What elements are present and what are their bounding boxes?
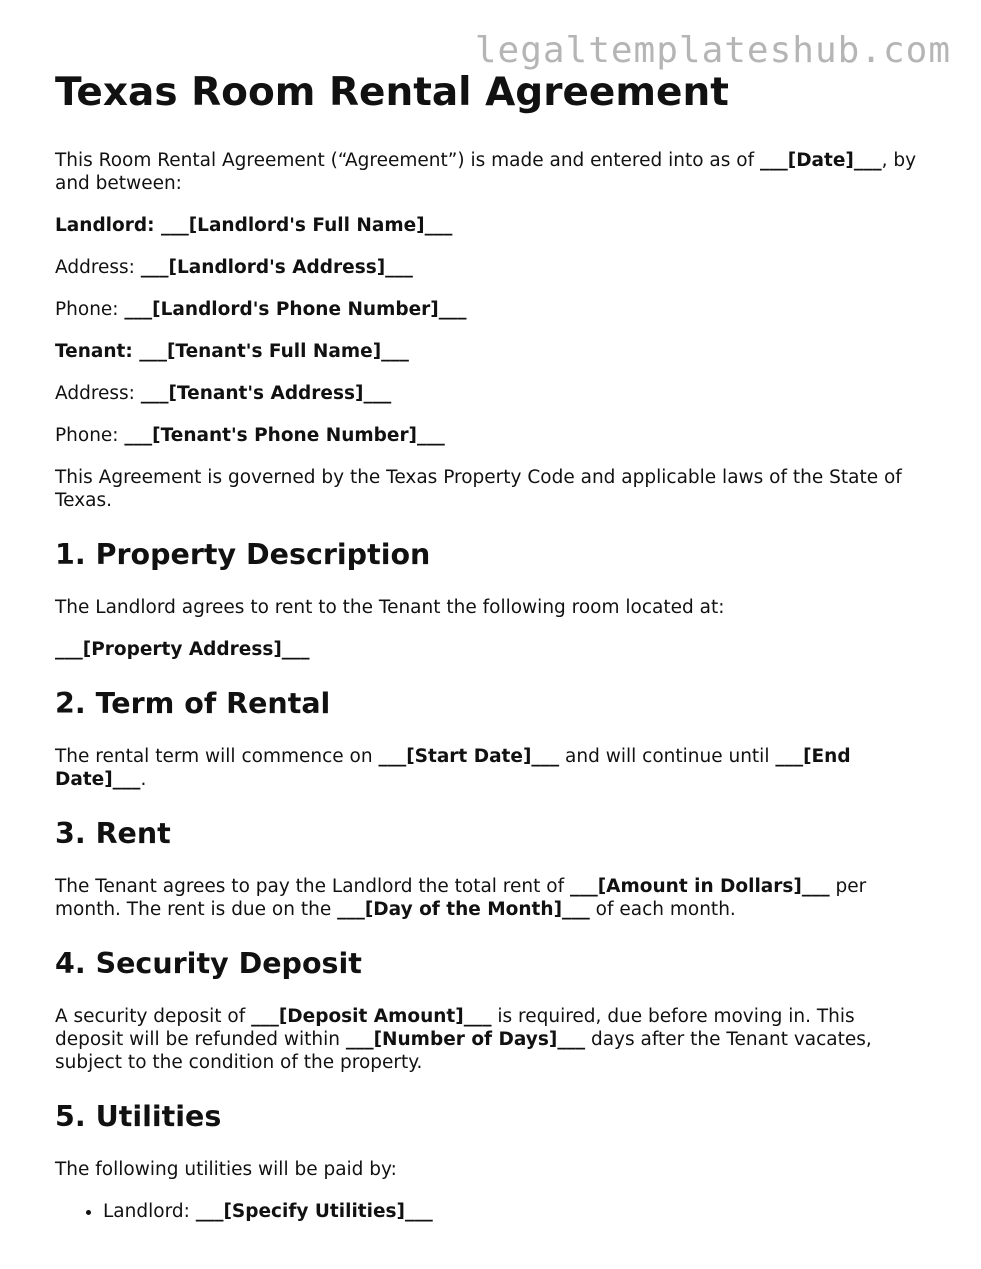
utilities-landlord-label: Landlord: — [103, 1201, 196, 1222]
date-placeholder: ___[Date]___ — [760, 150, 882, 171]
landlord-label: Landlord: — [55, 215, 161, 236]
landlord-name-placeholder: ___[Landlord's Full Name]___ — [160, 215, 453, 236]
section-heading-term: 2. Term of Rental — [55, 687, 331, 720]
rent-paragraph — [55, 875, 925, 921]
tenant-phone-label: Phone: — [55, 425, 125, 446]
landlord-address-line — [55, 256, 925, 279]
tenant-address-label: Address: — [55, 383, 141, 404]
landlord-address-label: Address: — [55, 257, 141, 278]
section-heading-property: 1. Property Description — [55, 538, 431, 571]
rent-text-1: The Tenant agrees to pay the Landlord the total rent of — [55, 876, 570, 897]
landlord-phone-line — [55, 298, 925, 321]
landlord-name-line — [55, 214, 925, 237]
tenant-name-placeholder: ___[Tenant's Full Name]___ — [139, 341, 409, 362]
intro-paragraph — [55, 149, 925, 195]
landlord-address-placeholder: ___[Landlord's Address]___ — [140, 257, 413, 278]
watermark: legaltemplateshub.com — [474, 30, 951, 71]
rent-amount-placeholder: ___[Amount in Dollars]___ — [569, 876, 830, 897]
term-paragraph — [55, 745, 925, 791]
deposit-amount-placeholder: ___[Deposit Amount]___ — [251, 1006, 492, 1027]
section-heading-rent: 3. Rent — [55, 817, 171, 850]
utilities-landlord-placeholder: ___[Specify Utilities]___ — [195, 1201, 433, 1222]
tenant-label: Tenant: — [55, 341, 140, 362]
end-date-placeholder: ___[End Date]___ — [55, 746, 851, 790]
tenant-phone-placeholder: ___[Tenant's Phone Number]___ — [124, 425, 445, 446]
property-address-line — [55, 638, 925, 661]
term-text-3: . — [140, 769, 147, 790]
utilities-list — [55, 1200, 925, 1223]
intro-text-before: This Room Rental Agreement (“Agreement”) is made and entered into as of — [55, 150, 760, 171]
utilities-paragraph: The following utilities will be paid by: — [55, 1159, 397, 1180]
rent-day-placeholder: ___[Day of the Month]___ — [337, 899, 590, 920]
tenant-address-line — [55, 382, 925, 405]
deposit-text-3: days after the Tenant vacates, subject to the condition of the property. — [55, 1029, 872, 1073]
property-paragraph: The Landlord agrees to rent to the Tenant the following room located at: — [55, 597, 725, 618]
deposit-text-1: A security deposit of — [55, 1006, 252, 1027]
tenant-address-placeholder: ___[Tenant's Address]___ — [140, 383, 392, 404]
landlord-phone-label: Phone: — [55, 299, 125, 320]
section-heading-utilities: 5. Utilities — [55, 1100, 222, 1133]
deposit-paragraph — [55, 1005, 925, 1074]
intro-text-after: , by and between: — [55, 150, 917, 194]
term-text-2: and will continue until — [559, 746, 776, 767]
list-item — [103, 1200, 925, 1223]
rent-text-2: per month. The rent is due on the — [55, 876, 867, 920]
section-heading-deposit: 4. Security Deposit — [55, 947, 362, 980]
deposit-days-placeholder: ___[Number of Days]___ — [345, 1029, 586, 1050]
term-text-1: The rental term will commence on — [55, 746, 379, 767]
deposit-text-2: is required, due before moving in. This deposit will be refunded within — [55, 1006, 855, 1050]
start-date-placeholder: ___[Start Date]___ — [378, 746, 560, 767]
document-title: Texas Room Rental Agreement — [55, 70, 729, 115]
governing-law-paragraph: This Agreement is governed by the Texas Property Code and applicable laws of the State of Texas. — [55, 467, 902, 511]
tenant-name-line — [55, 340, 925, 363]
landlord-phone-placeholder: ___[Landlord's Phone Number]___ — [124, 299, 467, 320]
property-address-placeholder: ___[Property Address]___ — [55, 639, 310, 660]
rent-text-3: of each month. — [589, 899, 736, 920]
tenant-phone-line — [55, 424, 925, 447]
document-page — [55, 70, 925, 1233]
